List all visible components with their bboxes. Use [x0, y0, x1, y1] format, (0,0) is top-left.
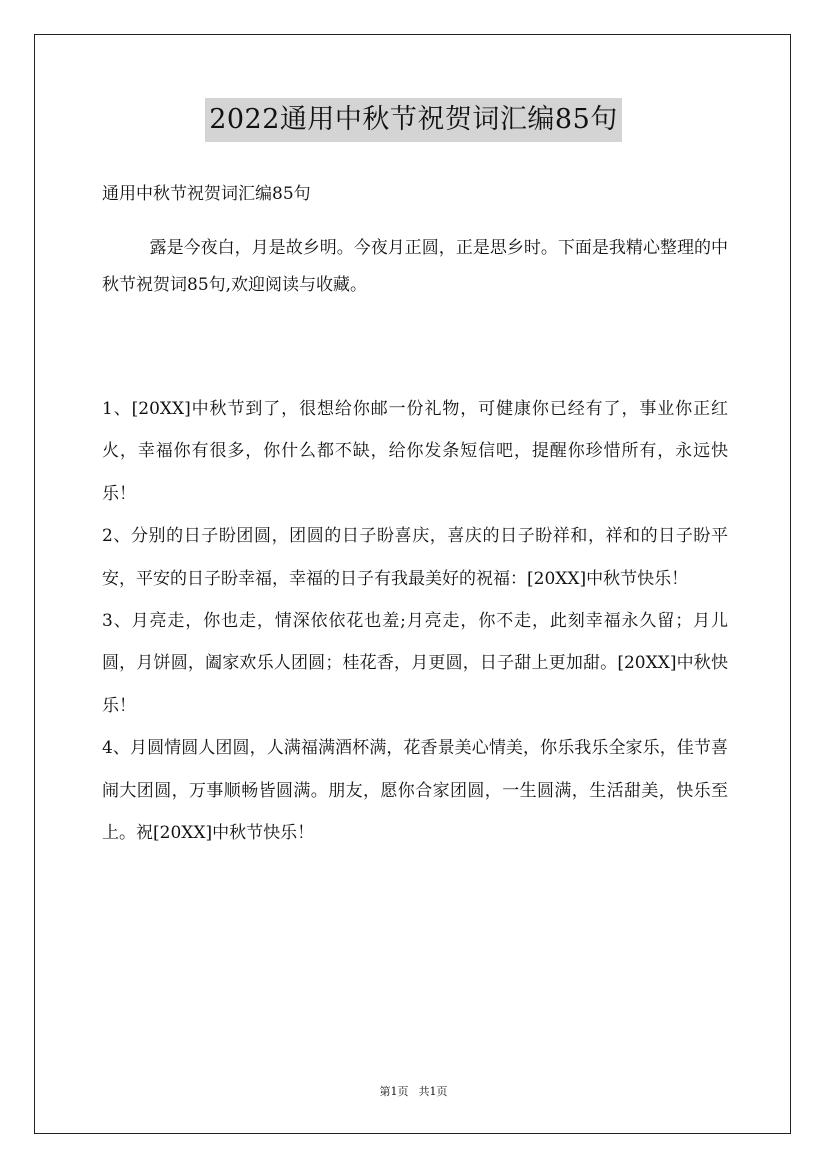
title-container: [0, 98, 827, 142]
document-title: 2022通用中秋节祝贺词汇编85句: [205, 98, 622, 142]
intro-paragraph: 露是今夜白，月是故乡明。今夜月正圆，正是思乡时。下面是我精心整理的中秋节祝贺词85句,欢迎阅读与收藏。: [102, 238, 728, 295]
page-number: 第1页: [379, 1085, 409, 1098]
greeting-list: [102, 388, 728, 854]
page-total: 共1页: [418, 1085, 448, 1098]
greeting-item-3: 3、月亮走，你也走，情深依依花也羞;月亮走，你不走，此刻幸福永久留；月儿圆，月饼圆，阖家欢乐人团圆；桂花香，月更圆，日子甜上更加甜。[20XX]中秋快乐！: [102, 611, 728, 716]
greeting-item-1: 1、[20XX]中秋节到了，很想给你邮一份礼物，可健康你已经有了，事业你正红火，幸福你有很多，你什么都不缺，给你发条短信吧，提醒你珍惜所有，永远快乐！: [102, 399, 728, 504]
greeting-item-2: 2、分别的日子盼团圆，团圆的日子盼喜庆，喜庆的日子盼祥和，祥和的日子盼平安，平安的日子盼幸福，幸福的日子有我最美好的祝福：[20XX]中秋节快乐！: [102, 526, 728, 589]
page-footer: [0, 1083, 827, 1101]
document-subtitle: 通用中秋节祝贺词汇编85句: [102, 184, 311, 204]
greeting-item-4: 4、月圆情圆人团圆，人满福满酒杯满，花香景美心情美，你乐我乐全家乐，佳节喜闹大团圆，万事顺畅皆圆满。朋友，愿你合家团圆，一生圆满，生活甜美，快乐至上。祝[20XX]中秋节快乐！: [102, 738, 728, 844]
